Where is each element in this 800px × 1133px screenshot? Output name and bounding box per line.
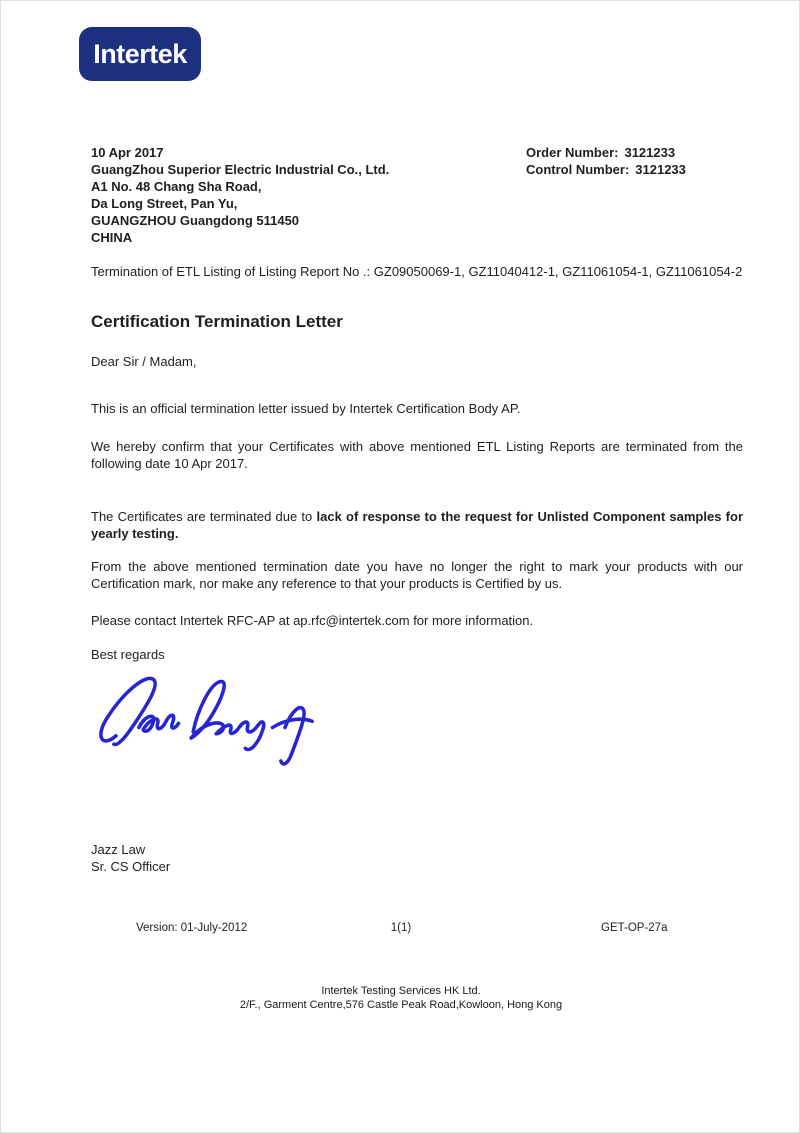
recipient-line: CHINA <box>91 230 133 245</box>
order-number-label: Order Number: <box>526 145 619 160</box>
document-code: GET-OP-27a <box>601 922 668 934</box>
subject-line: Termination of ETL Listing of Listing Report No .: GZ09050069-1, GZ11040412-1, GZ11061054-1, GZ11061054-2 <box>91 264 743 279</box>
signer-title: Sr. CS Officer <box>91 859 171 874</box>
control-number-value: 3121233 <box>635 162 686 177</box>
recipient-line: Da Long Street, Pan Yu, <box>91 196 238 211</box>
closing-line: Best regards <box>91 647 165 662</box>
signer-block <box>91 841 743 875</box>
intertek-logo-text: Intertek <box>93 38 187 69</box>
control-number-label: Control Number: <box>526 162 630 177</box>
recipient-line: A1 No. 48 Chang Sha Road, <box>91 179 262 194</box>
paragraph-confirmation: We hereby confirm that your Certificates with above mentioned ETL Listing Reports are terminated from the following date 10 Apr 2017. <box>91 439 743 471</box>
company-footer <box>1 985 800 1012</box>
paragraph-official-notice: This is an official termination letter issued by Intertek Certification Body AP. <box>91 401 521 416</box>
paragraph-reason <box>91 508 743 542</box>
letter-date: 10 Apr 2017 <box>91 145 164 160</box>
paragraph-reason-bold: lack of response to the request for Unlisted Component samples for yearly testing. <box>91 509 743 541</box>
footer-company-name: Intertek Testing Services HK Ltd. <box>321 985 481 997</box>
letter-title: Certification Termination Letter <box>91 312 343 331</box>
recipient-line: GUANGZHOU Guangdong 511450 <box>91 213 300 228</box>
recipient-line: GuangZhou Superior Electric Industrial Co., Ltd. <box>91 162 390 177</box>
order-numbers-block <box>526 144 756 178</box>
order-number-value: 3121233 <box>624 145 676 160</box>
paragraph-reason-normal: The Certificates are terminated due to <box>91 509 317 524</box>
signer-name: Jazz Law <box>91 842 146 857</box>
order-number-row <box>526 144 756 161</box>
salutation: Dear Sir / Madam, <box>91 354 197 369</box>
footer-company-address: 2/F., Garment Centre,576 Castle Peak Road,Kowloon, Hong Kong <box>239 998 563 1011</box>
paragraph-mark-rights: From the above mentioned termination date you have no longer the right to mark your products with our Certification mark, nor make any reference to that your products is Certified by us. <box>91 559 743 591</box>
page-number: 1(1) <box>390 922 412 934</box>
intertek-logo <box>79 27 201 81</box>
handwritten-signature <box>93 669 333 784</box>
paragraph-contact: Please contact Intertek RFC-AP at ap.rfc@intertek.com for more information. <box>91 613 534 628</box>
control-number-row <box>526 161 756 178</box>
version-label: Version: 01-July-2012 <box>136 922 248 934</box>
signature-ink-icon <box>93 669 333 784</box>
